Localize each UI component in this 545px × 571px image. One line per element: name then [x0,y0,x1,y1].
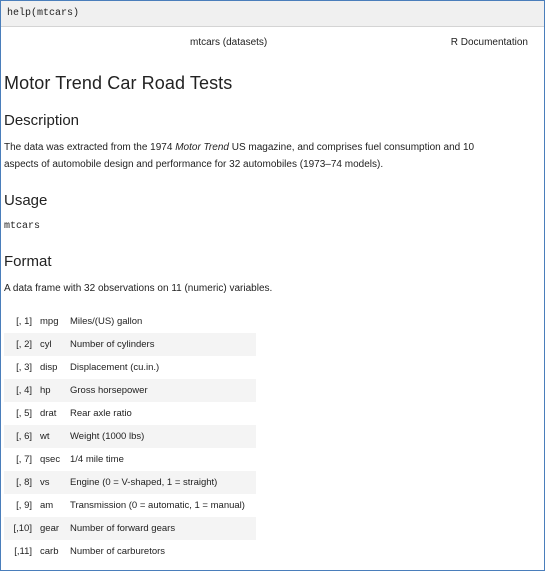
package-label: mtcars (datasets) [190,37,268,48]
variable-index: [,10] [4,517,36,540]
variable-name: cyl [36,333,70,356]
variable-name: qsec [40,454,61,465]
variable-name: am [40,500,54,511]
doc-header [4,27,544,61]
variable-index: [, 6] [4,425,36,448]
variable-description: Weight (1000 lbs) [70,425,256,448]
variable-index: [, 2] [4,333,36,356]
variable-name: wt [36,425,70,448]
command-text: help(mtcars) [7,8,80,19]
variable-name: gear [36,517,70,540]
description-text-before: The data was extracted from the 1974 [4,142,176,153]
variable-row [4,425,256,448]
variable-name: vs [36,471,70,494]
variable-description: Number of forward gears [70,517,256,540]
variable-name: mpg [40,316,59,327]
variable-description: Rear axle ratio [70,408,132,419]
variable-description: Number of cylinders [70,333,256,356]
usage-code: mtcars [4,221,41,232]
variable-row [4,517,256,540]
variable-row [4,402,256,425]
variable-row [4,333,256,356]
variable-row [4,356,256,379]
variable-description: Gross horsepower [70,379,256,402]
variable-name: drat [40,408,57,419]
variable-description: 1/4 mile time [70,454,124,465]
description-emphasis: Motor Trend [175,142,229,153]
page-title: Motor Trend Car Road Tests [4,73,233,93]
variable-description: Miles/(US) gallon [70,316,143,327]
variable-row [4,448,256,471]
variable-description: Number of carburetors [70,546,166,557]
variable-row [4,379,256,402]
help-page [1,27,544,61]
variable-description: Displacement (cu.in.) [70,362,160,373]
variable-index: [, 4] [4,379,36,402]
variable-description: Engine (0 = V-shaped, 1 = straight) [70,471,256,494]
variable-name: carb [40,546,59,557]
variable-index: [, 8] [4,471,36,494]
variable-index: [,11] [14,546,32,557]
variable-name: disp [40,362,58,373]
variable-row [4,471,256,494]
description-text [4,139,534,173]
usage-heading: Usage [4,192,48,209]
variable-name: hp [36,379,70,402]
command-bar [1,1,544,27]
documentation-label: R Documentation [450,37,528,48]
variable-index: [, 9] [16,500,32,511]
variable-index: [, 5] [16,408,32,419]
description-text-line2: aspects of automobile design and performance for 32 automobiles (1973–74 models). [4,159,384,170]
format-heading: Format [4,253,52,270]
description-text-after: US magazine, and comprises fuel consumption and 10 [228,142,475,153]
variables-table [4,310,256,563]
description-heading: Description [4,112,80,129]
variable-index: [, 3] [16,362,32,373]
format-text: A data frame with 32 observations on 11 (numeric) variables. [4,283,273,294]
variable-index: [, 1] [16,316,32,327]
variable-row [4,540,256,563]
variable-row [4,494,256,517]
variable-index: [, 7] [16,454,32,465]
variable-description: Transmission (0 = automatic, 1 = manual) [70,500,245,511]
variable-row [4,310,256,333]
